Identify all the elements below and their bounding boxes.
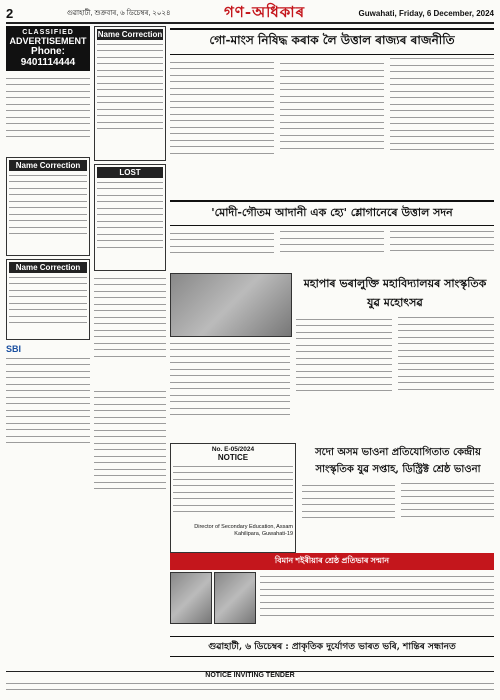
left-story-text (170, 339, 290, 439)
classified-text-block (6, 74, 90, 154)
name-correction-box (6, 259, 90, 340)
bottom-tender-notice (6, 671, 494, 696)
mid-right-text (296, 315, 494, 435)
name-correction-box (94, 26, 166, 161)
exam-story (302, 443, 494, 553)
page-number: 2 (6, 5, 14, 21)
award-photo-2 (214, 572, 256, 624)
masthead-left-date: গুৱাহাটী, শুক্ৰবাৰ, ৬ ডিচেম্বৰ, ২০২৪ (66, 10, 171, 17)
award-story-text (260, 572, 494, 628)
top-headline: গো-মাংস নিষিদ্ধ কৰাক লৈ উত্তাল ৰাজ্যৰ ৰাজনীতি (170, 28, 494, 55)
modi-headline: 'মোদী-গৌতম আদানী এক হ্যে' শ্লোগানেৰে উত্তাল সদন (170, 200, 494, 226)
notice-title: NOTICE (217, 453, 249, 462)
lost-heading: LOST (97, 167, 163, 178)
right-middle (296, 273, 494, 443)
name-correction-box (6, 157, 90, 256)
name-correction-heading: Name Correction (97, 30, 163, 39)
classified-column (6, 26, 90, 666)
notice-number: No. E-05/2024 (211, 446, 255, 453)
content-columns (6, 26, 494, 666)
name-correction-heading: Name Correction (9, 262, 87, 273)
notice-signature: Director of Secondary Education, Assam Kahilipara, Guwahati-19 (194, 524, 293, 537)
event-photo (170, 273, 292, 337)
lost-notice-box (94, 164, 166, 271)
column-text (94, 387, 166, 527)
notice-section (170, 443, 494, 553)
classified-banner (6, 26, 90, 71)
dse-notice-box (170, 443, 296, 553)
red-banner-headline: বিমান শইৰীয়াৰ শ্ৰেষ্ঠ প্ৰতিভাৰ সন্মান (170, 553, 494, 570)
classified-phone: Phone: 9401114444 (20, 46, 76, 68)
notices-column (94, 26, 166, 666)
mid-right-headline: মহাপাৰ ভৰালুক্তি মহাবিদ্যালয়ৰ সাংস্কৃতিক যুৱ মহোৎসৱ (303, 277, 487, 309)
sbi-logo: SBI (6, 344, 22, 354)
top-story-text (170, 58, 494, 198)
name-correction-heading: Name Correction (9, 160, 87, 171)
masthead (6, 4, 494, 24)
masthead-right-date: Guwahati, Friday, 6 December, 2024 (358, 8, 494, 18)
modi-story-text (170, 229, 494, 269)
middle-section (170, 273, 494, 443)
classified-title: ADVERTISEMENT (9, 36, 87, 46)
newspaper-logo: গণ-অধিকাৰ (223, 2, 306, 21)
classified-label: CLASSIFIED (22, 29, 74, 36)
exam-headline: সদো অসম ভাওনা প্ৰতিযোগিতাত কেন্দ্ৰীয় সাংস্কৃতিক যুৱ সপ্তাহ, ডিস্ট্ৰিক্ট শ্ৰেষ্ঠ ভাওনা (315, 447, 481, 475)
award-photo-1 (170, 572, 212, 624)
award-section (170, 572, 494, 634)
sbi-notice-text (6, 354, 90, 464)
bottom-headline: গুৱাহাটী, ৬ ডিচেম্বৰ : প্ৰাকৃতিক দুৰ্যোগত ভাৰত ভৰি, শান্তিৰ সন্ধানত (170, 636, 494, 657)
lost-notice-text-2 (94, 274, 166, 384)
exam-story-text (302, 481, 494, 543)
tender-title: NOTICE INVITING TENDER (205, 672, 295, 679)
main-news-area (170, 26, 494, 666)
